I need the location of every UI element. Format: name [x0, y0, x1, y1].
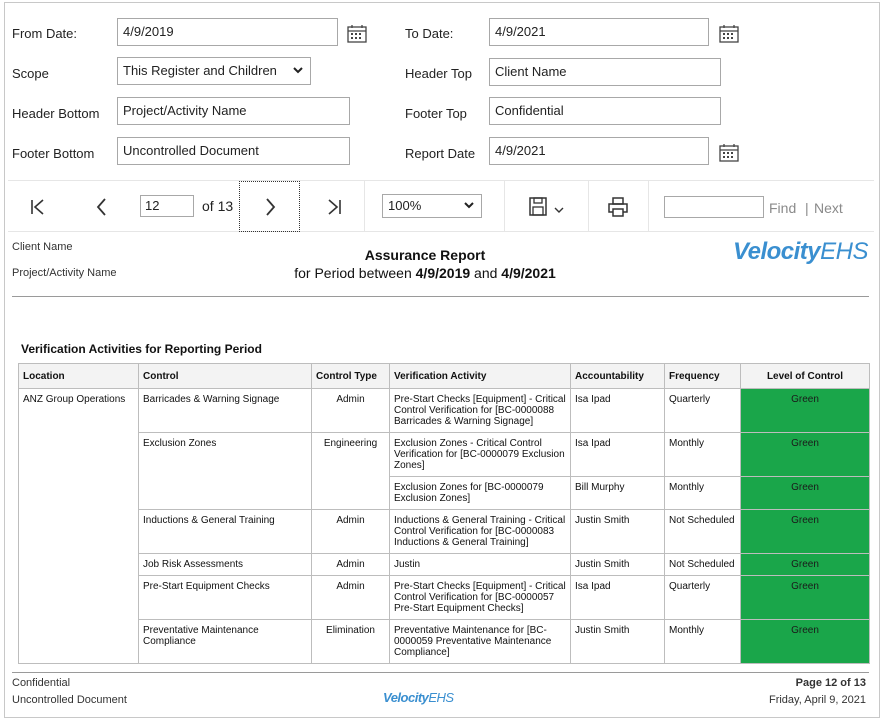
last-page-icon: [325, 198, 343, 216]
to-date-calendar-icon[interactable]: [719, 24, 739, 43]
chevron-down-icon: [463, 196, 475, 216]
chevron-down-icon: [292, 61, 304, 81]
activity-cell: Inductions & General Training - Critical Control Verification for [BC-0000083 Inductions & General Training]: [390, 510, 571, 554]
toolbar-divider: [504, 181, 505, 232]
print-button[interactable]: [598, 181, 638, 233]
chevron-left-icon: [93, 197, 111, 217]
previous-page-button[interactable]: [82, 181, 122, 233]
next-page-button[interactable]: [239, 181, 300, 232]
table-row: [19, 510, 870, 554]
control-type-cell: Admin: [312, 510, 390, 554]
frequency-cell: Monthly: [665, 433, 741, 477]
period-and: and: [474, 265, 498, 281]
find-link[interactable]: Find: [769, 200, 797, 216]
report-period: [220, 265, 630, 281]
toolbar-divider: [648, 181, 649, 232]
report-toolbar: [8, 180, 874, 232]
table-row: [19, 554, 870, 576]
control-cell: Exclusion Zones: [139, 433, 312, 510]
from-date-input[interactable]: 4/9/2019: [117, 18, 338, 46]
level-cell: Green: [741, 433, 870, 477]
control-type-cell: Admin: [312, 576, 390, 620]
find-input[interactable]: [664, 196, 764, 218]
table-row: [19, 620, 870, 664]
from-date-label: From Date:: [12, 26, 78, 41]
report-date-calendar-icon[interactable]: [719, 143, 739, 162]
scope-label: Scope: [12, 66, 49, 81]
page-number-text: Page 12 of 13: [795, 677, 866, 689]
control-cell: Preventative Maintenance Compliance: [139, 620, 312, 664]
find-separator: |: [805, 200, 809, 216]
first-page-icon: [29, 198, 47, 216]
accountability-cell: Bill Murphy: [571, 477, 665, 510]
header-top-input[interactable]: Client Name: [489, 58, 721, 86]
col-control-type: Control Type: [312, 364, 390, 389]
level-cell: Green: [741, 510, 870, 554]
accountability-cell: Isa Ipad: [571, 389, 665, 433]
section-title: Verification Activities for Reporting Period: [21, 342, 262, 356]
header-divider: [12, 296, 869, 297]
toolbar-divider: [364, 181, 365, 232]
report-header-bottom: Project/Activity Name: [12, 267, 117, 279]
verification-table: [18, 363, 870, 664]
report-date-input[interactable]: 4/9/2021: [489, 137, 709, 165]
period-from: 4/9/2019: [415, 265, 471, 281]
control-cell: Job Risk Assessments: [139, 554, 312, 576]
last-page-button[interactable]: [314, 181, 354, 233]
col-frequency: Frequency: [665, 364, 741, 389]
first-page-button[interactable]: [18, 181, 58, 233]
activity-cell: Preventative Maintenance for [BC-0000059 Preventative Maintenance Compliance]: [390, 620, 571, 664]
level-cell: Green: [741, 576, 870, 620]
col-accountability: Accountability: [571, 364, 665, 389]
footer-bottom-text: Uncontrolled Document: [12, 694, 127, 706]
accountability-cell: Isa Ipad: [571, 576, 665, 620]
header-bottom-input[interactable]: Project/Activity Name: [117, 97, 350, 125]
col-verification-activity: Verification Activity: [390, 364, 571, 389]
control-type-cell: Elimination: [312, 620, 390, 664]
level-cell: Green: [741, 389, 870, 433]
footer-top-input[interactable]: Confidential: [489, 97, 721, 125]
accountability-cell: Justin Smith: [571, 554, 665, 576]
report-date-label: Report Date: [405, 146, 476, 161]
frequency-cell: Quarterly: [665, 389, 741, 433]
control-type-cell: Engineering: [312, 433, 390, 510]
to-date-label: To Date:: [405, 26, 454, 41]
footer-bottom-label: Footer Bottom: [12, 146, 95, 161]
table-row: [19, 433, 870, 477]
frequency-cell: Not Scheduled: [665, 510, 741, 554]
level-cell: Green: [741, 554, 870, 576]
chevron-right-icon: [261, 197, 279, 217]
control-type-cell: Admin: [312, 389, 390, 433]
zoom-value: 100%: [388, 198, 422, 213]
level-cell: Green: [741, 620, 870, 664]
find-next-link[interactable]: Next: [814, 200, 843, 216]
footer-bottom-input[interactable]: Uncontrolled Document: [117, 137, 350, 165]
toolbar-divider: [588, 181, 589, 232]
frequency-cell: Quarterly: [665, 576, 741, 620]
col-location: Location: [19, 364, 139, 389]
frequency-cell: Monthly: [665, 620, 741, 664]
accountability-cell: Justin Smith: [571, 620, 665, 664]
header-bottom-label: Header Bottom: [12, 106, 100, 121]
control-type-cell: Admin: [312, 554, 390, 576]
report-title: Assurance Report: [364, 247, 486, 263]
footer-top-text: Confidential: [12, 677, 71, 689]
activity-cell: Justin: [390, 554, 571, 576]
location-cell: ANZ Group Operations: [19, 389, 139, 664]
activity-cell: Exclusion Zones for [BC-0000079 Exclusion Zones]: [390, 477, 571, 510]
zoom-select[interactable]: [382, 194, 482, 218]
export-button[interactable]: [518, 181, 578, 233]
period-prefix: for Period between: [294, 265, 412, 281]
level-cell: Green: [741, 477, 870, 510]
col-control: Control: [139, 364, 312, 389]
col-level-of-control: Level of Control: [741, 364, 870, 389]
footer-top-label: Footer Top: [405, 106, 467, 121]
control-cell: Barricades & Warning Signage: [139, 389, 312, 433]
printer-icon: [607, 196, 629, 218]
activity-cell: Pre-Start Checks [Equipment] - Critical Control Verification for [BC-0000057 Pre-Start Equipment Checks]: [390, 576, 571, 620]
accountability-cell: Isa Ipad: [571, 433, 665, 477]
footer-divider: [12, 672, 869, 673]
table-header-row: [19, 364, 870, 389]
header-top-label: Header Top: [405, 66, 472, 81]
footer-velocity-ehs-logo: VelocityEHS: [383, 690, 454, 705]
current-page-input[interactable]: 12: [140, 195, 194, 217]
control-cell: Pre-Start Equipment Checks: [139, 576, 312, 620]
from-date-calendar-icon[interactable]: [347, 24, 367, 43]
table-row: [19, 389, 870, 433]
save-icon: [528, 196, 568, 218]
scope-select-value: This Register and Children: [123, 63, 277, 78]
frequency-cell: Not Scheduled: [665, 554, 741, 576]
period-to: 4/9/2021: [501, 265, 556, 281]
control-cell: Inductions & General Training: [139, 510, 312, 554]
report-header-top: Client Name: [12, 241, 73, 253]
velocity-ehs-logo: VelocityEHS: [733, 238, 869, 265]
footer-date-text: Friday, April 9, 2021: [768, 694, 866, 706]
page-count-text: of 13: [202, 198, 234, 214]
activity-cell: Exclusion Zones - Critical Control Verification for [BC-0000079 Exclusion Zones]: [390, 433, 571, 477]
accountability-cell: Justin Smith: [571, 510, 665, 554]
scope-select[interactable]: [117, 57, 311, 85]
activity-cell: Pre-Start Checks [Equipment] - Critical Control Verification for [BC-0000088 Barricades & Warning Signage]: [390, 389, 571, 433]
frequency-cell: Monthly: [665, 477, 741, 510]
table-row: [19, 576, 870, 620]
to-date-input[interactable]: 4/9/2021: [489, 18, 709, 46]
